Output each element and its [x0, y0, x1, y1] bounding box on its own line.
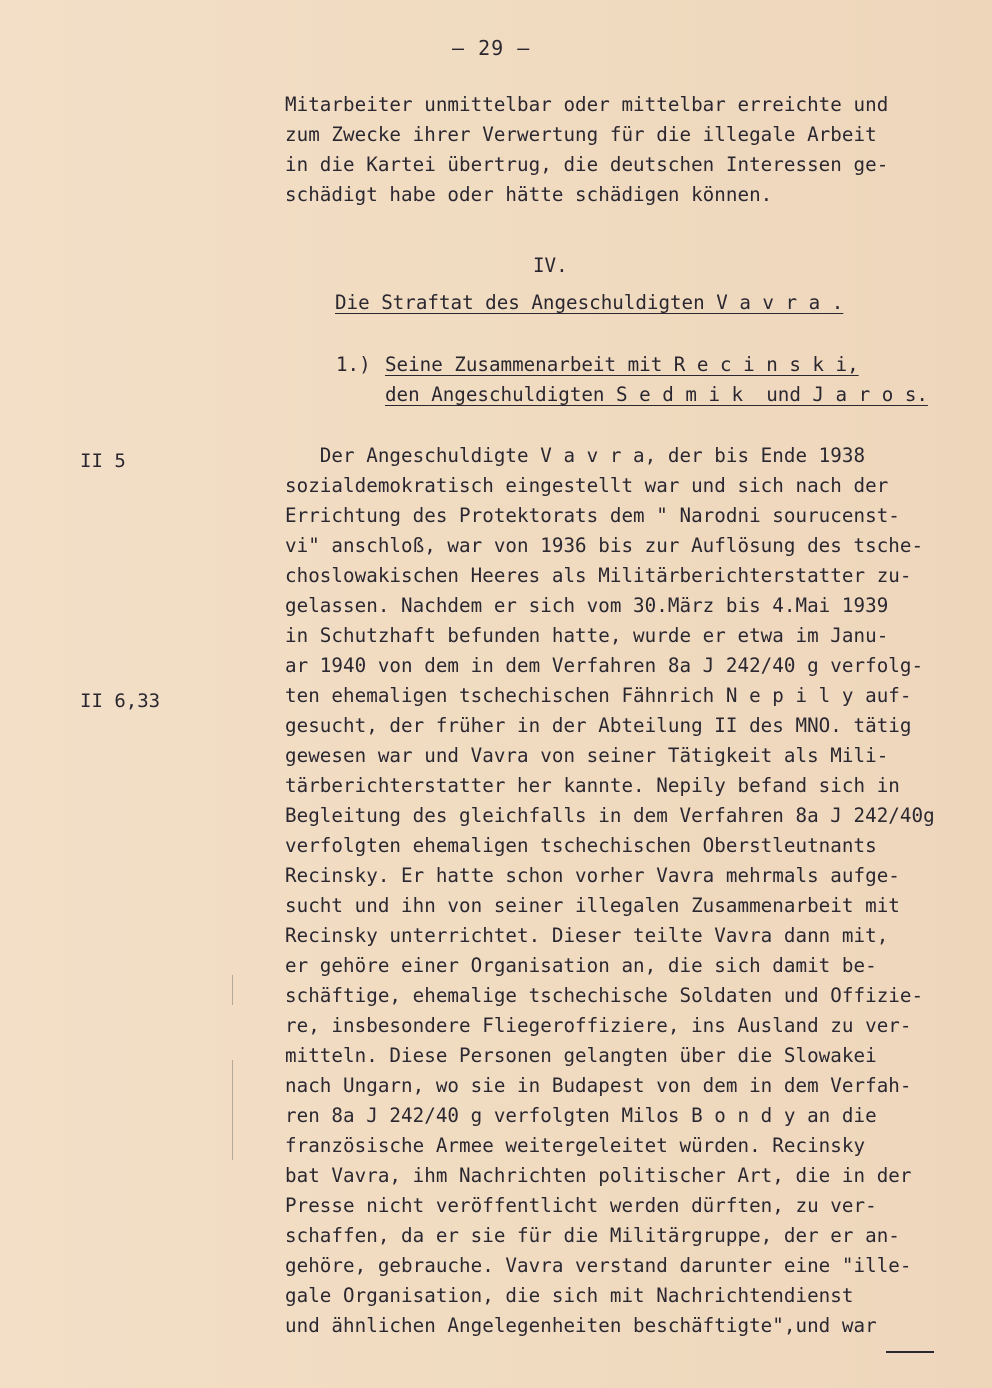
margin-reference: II 5	[80, 450, 126, 472]
text-line: französische Armee weitergeleitet würden. Recinsky	[285, 1134, 866, 1157]
text-line: ren 8a J 242/40 g verfolgten Milos B o n d y an die	[285, 1104, 877, 1127]
text-line: mitteln. Diese Personen gelangten über die Slowakei	[285, 1044, 877, 1067]
text-line: verfolgten ehemaligen tschechischen Oberstleutnants	[285, 834, 877, 857]
text-line: in Schutzhaft befunden hatte, wurde er etwa im Janu-	[285, 624, 889, 647]
section-title: Die Straftat des Angeschuldigten V a v r a .	[335, 291, 844, 314]
text-line: re, insbesondere Fliegeroffiziere, ins Ausland zu ver-	[285, 1014, 912, 1037]
text-line: vi" anschloß, war von 1936 bis zur Auflösung des tsche-	[285, 534, 924, 557]
text-line: gelassen. Nachdem er sich vom 30.März bis 4.Mai 1939	[285, 594, 889, 617]
subsection-title-line-1: Seine Zusammenarbeit mit R e c i n s k i,	[385, 353, 859, 376]
page-number: – 29 –	[452, 36, 531, 60]
text-line: bat Vavra, ihm Nachrichten politischer Art, die in der	[285, 1164, 912, 1187]
section-number: IV.	[533, 254, 568, 277]
text-line: Errichtung des Protektorats dem " Narodni sourucenst-	[285, 504, 900, 527]
text-line: gehöre, gebrauche. Vavra verstand darunter eine "ille-	[285, 1254, 912, 1277]
margin-pencil-mark	[232, 975, 233, 1005]
text-line: Recinsky. Er hatte schon vorher Vavra mehrmals aufge-	[285, 864, 900, 887]
underline-mark	[886, 1351, 934, 1353]
margin-pencil-mark	[232, 1060, 233, 1160]
text-line: in die Kartei übertrug, die deutschen Interessen ge-	[285, 153, 889, 176]
text-line: tärberichterstatter her kannte. Nepily befand sich in	[285, 774, 900, 797]
text-line: gewesen war und Vavra von seiner Tätigkeit als Mili-	[285, 744, 889, 767]
subsection-title-line-2: den Angeschuldigten S e d m i k und J a r o s.	[385, 383, 928, 406]
text-line: und ähnlichen Angelegenheiten beschäftigte",und war	[285, 1314, 877, 1337]
margin-reference: II 6,33	[80, 690, 161, 712]
text-line: schäftige, ehemalige tschechische Soldaten und Offizie-	[285, 984, 924, 1007]
subsection-number: 1.)	[336, 353, 371, 376]
text-line: schädigt habe oder hätte schädigen können.	[285, 183, 773, 206]
text-line: Mitarbeiter unmittelbar oder mittelbar erreichte und	[285, 93, 889, 116]
text-line: Recinsky unterrichtet. Dieser teilte Vavra dann mit,	[285, 924, 889, 947]
text-line: nach Ungarn, wo sie in Budapest von dem in dem Verfah-	[285, 1074, 912, 1097]
text-line: Presse nicht veröffentlicht werden dürften, zu ver-	[285, 1194, 877, 1217]
text-line: ar 1940 von dem in dem Verfahren 8a J 242/40 g verfolg-	[285, 654, 924, 677]
text-line: gale Organisation, die sich mit Nachrichtendienst	[285, 1284, 854, 1307]
text-line: choslowakischen Heeres als Militärberichterstatter zu-	[285, 564, 912, 587]
text-line: er gehöre einer Organisation an, die sich damit be-	[285, 954, 877, 977]
text-line: Der Angeschuldigte V a v r a, der bis Ende 1938	[285, 444, 866, 467]
text-line: Begleitung des gleichfalls in dem Verfahren 8a J 242/40g	[285, 804, 935, 827]
text-line: schaffen, da er sie für die Militärgruppe, der er an-	[285, 1224, 900, 1247]
text-line: ten ehemaligen tschechischen Fähnrich N e p i l y auf-	[285, 684, 912, 707]
text-line: gesucht, der früher in der Abteilung II des MNO. tätig	[285, 714, 912, 737]
text-line: sucht und ihn von seiner illegalen Zusammenarbeit mit	[285, 894, 900, 917]
text-line: zum Zwecke ihrer Verwertung für die illegale Arbeit	[285, 123, 877, 146]
text-line: sozialdemokratisch eingestellt war und sich nach der	[285, 474, 889, 497]
